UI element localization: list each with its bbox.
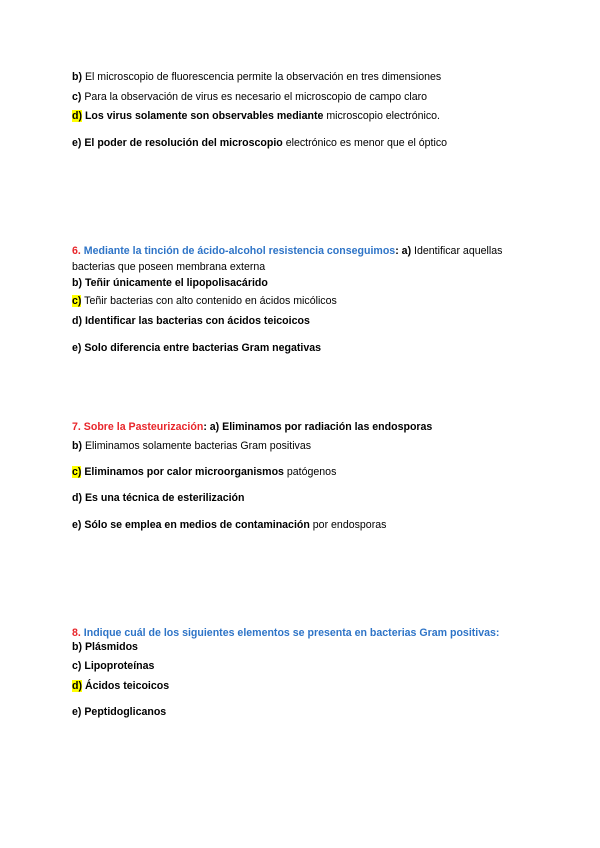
option-letter: b) <box>72 71 82 83</box>
q7-option-b <box>72 440 540 453</box>
q6-option-b <box>72 277 540 290</box>
question-number: 8. <box>72 627 81 639</box>
option-text: El microscopio de fluorescencia permite la observación en tres dimensiones <box>82 71 442 83</box>
option-letter: a) <box>398 245 412 257</box>
option-bold-text: Eliminamos por calor microorganismos <box>81 466 284 478</box>
option-bold-text: e) Peptidoglicanos <box>72 706 167 718</box>
question-number: 6. <box>72 245 81 257</box>
q8-option-b <box>72 641 540 654</box>
q8-option-d <box>72 680 540 693</box>
question-colon: : <box>395 245 399 257</box>
q4-option-d <box>72 110 540 123</box>
q7-option-c <box>72 466 540 479</box>
question-number: 7. <box>72 421 81 433</box>
option-text: microscopio electrónico. <box>323 110 440 122</box>
q6-option-e <box>72 342 540 355</box>
option-bold-text: e) Sólo se emplea en medios de contaminación <box>72 519 310 531</box>
option-text: por endosporas <box>309 519 387 531</box>
option-letter: b) <box>72 440 82 452</box>
option-text: patógenos <box>283 466 337 478</box>
option-bold-text: c) Lipoproteínas <box>72 660 155 672</box>
q4-option-c <box>72 91 540 104</box>
option-letter-highlighted: d) <box>72 110 82 122</box>
q8-question <box>72 627 540 640</box>
option-letter: c) <box>72 91 82 103</box>
option-letter-highlighted: d) <box>72 680 82 692</box>
option-text: Para la observación de virus es necesario el microscopio de campo claro <box>81 91 428 103</box>
option-text: Eliminamos solamente bacterias Gram positivas <box>82 440 312 452</box>
option-bold-text: Los virus solamente son observables mediante <box>82 110 324 122</box>
q7-question <box>72 421 540 434</box>
option-bold-text: e) Solo diferencia entre bacterias Gram negativas <box>72 342 322 354</box>
option-bold-text: a) Eliminamos por radiación las endosporas <box>206 421 433 433</box>
q8-option-c <box>72 660 540 673</box>
q7-option-d <box>72 492 540 505</box>
option-text: Identificar aquellas bacterias que poseen membrana externa <box>72 245 503 273</box>
option-bold-text: d) Identificar las bacterias con ácidos teicoicos <box>72 315 310 327</box>
question-text: Indique cuál de los siguientes elementos se presenta en bacterias Gram positivas <box>80 627 496 639</box>
q6-option-d <box>72 315 540 328</box>
q4-option-e <box>72 137 540 150</box>
question-colon: : <box>203 421 207 433</box>
option-bold-text: b) Plásmidos <box>72 641 138 653</box>
q7-option-e <box>72 519 540 532</box>
option-bold-text: Teñir únicamente el lipopolisacárido <box>82 277 268 289</box>
question-text: Sobre la Pasteurización <box>80 421 204 433</box>
option-bold-text: d) Es una técnica de esterilización <box>72 492 245 504</box>
option-text: Teñir bacterias con alto contenido en ácidos micólicos <box>81 295 337 307</box>
question-text: Mediante la tinción de ácido-alcohol resistencia conseguimos <box>80 245 396 257</box>
q8-option-e <box>72 706 540 719</box>
option-text: electrónico es menor que el óptico <box>282 137 448 149</box>
question-colon: : <box>495 627 500 639</box>
option-letter-highlighted: c) <box>72 295 82 307</box>
q6-question <box>72 243 540 275</box>
q6-option-c <box>72 295 540 308</box>
option-bold-text: e) El poder de resolución del microscopio <box>72 137 283 149</box>
option-letter-highlighted: c) <box>72 466 82 478</box>
option-bold-text: Ácidos teicoicos <box>82 680 170 692</box>
q4-option-b <box>72 71 540 84</box>
option-letter: b) <box>72 277 82 289</box>
